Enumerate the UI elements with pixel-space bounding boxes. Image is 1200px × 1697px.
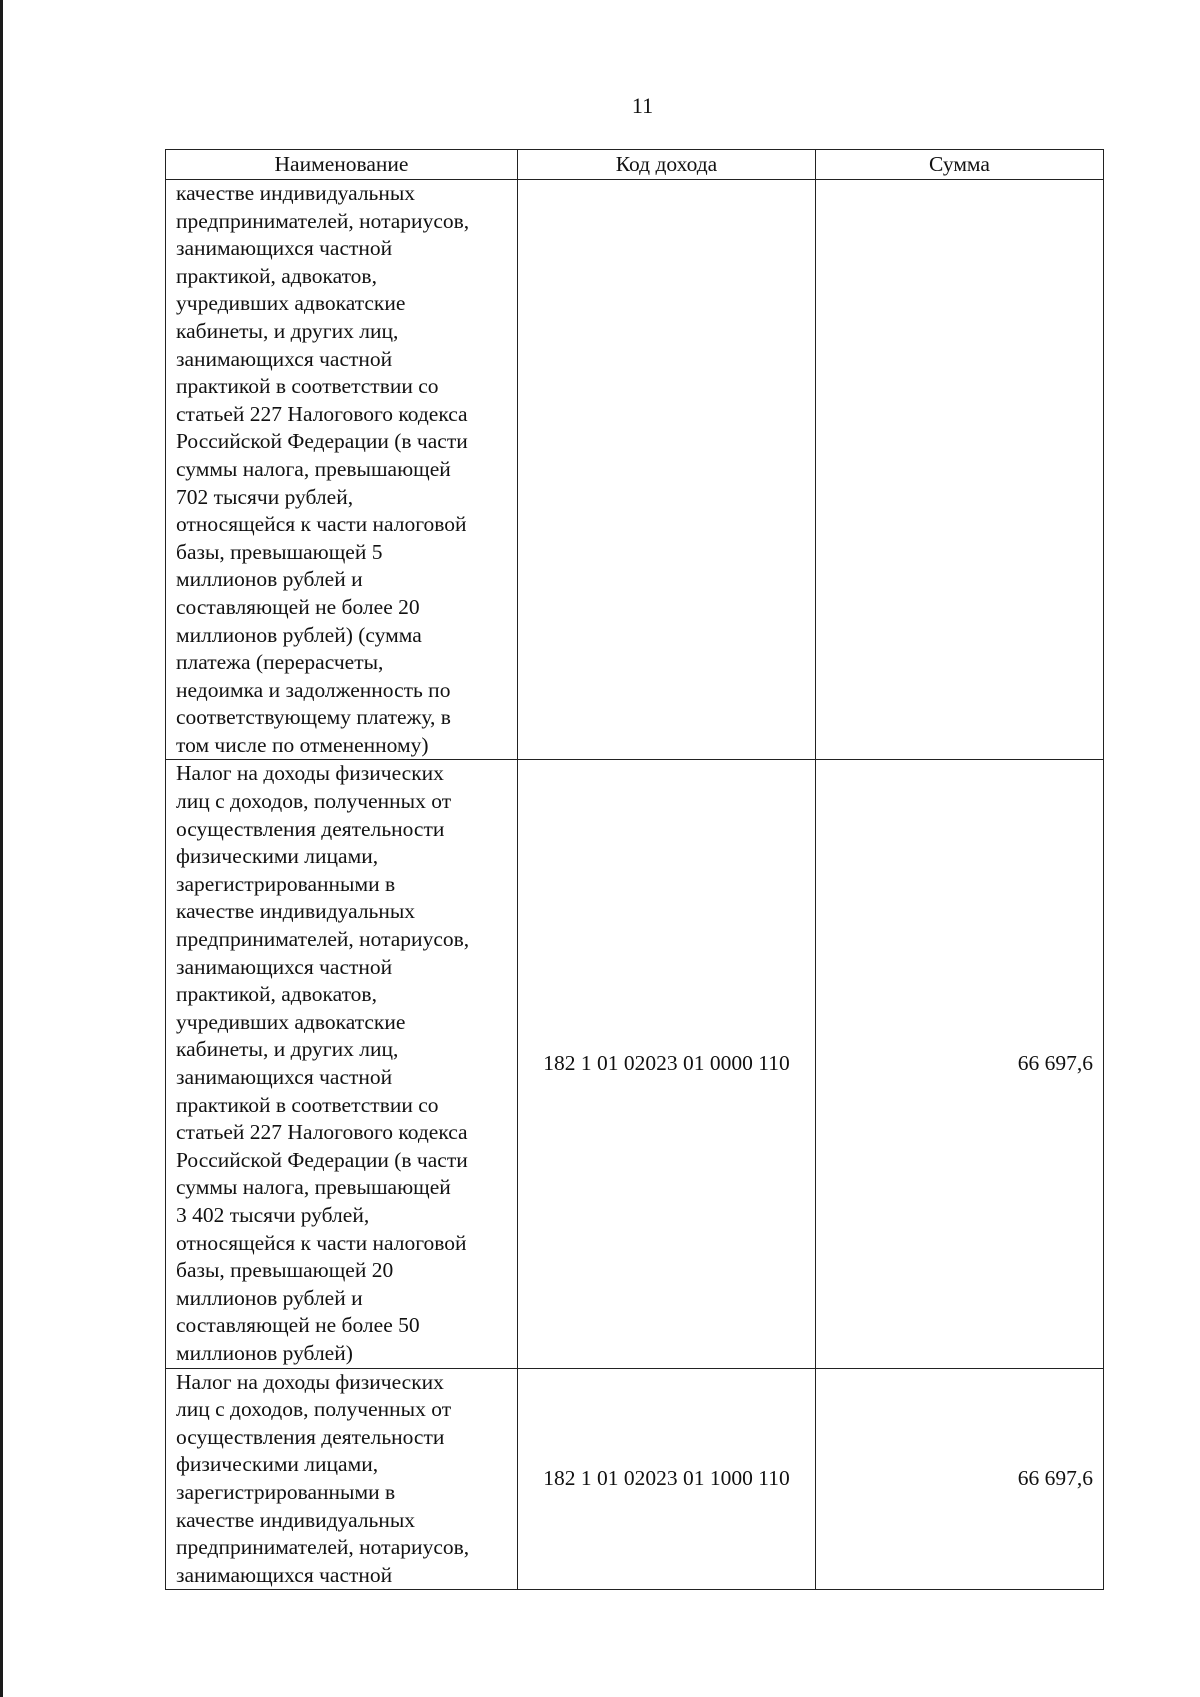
header-income-code: Код дохода <box>518 150 816 180</box>
table-row <box>166 180 1104 760</box>
row-income-code <box>518 180 816 760</box>
page-number: 11 <box>631 93 654 118</box>
row-name: качестве индивидуальных предпринимателей, нотариусов, занимающихся частной практикой, адвокатов, учредивших адвокатские кабинеты, и других лиц, занимающихся частной практикой в соответствии со статьей 227 Налогового кодекса Российской Федерации (в части суммы налога, превышающей 702 тысячи рублей, относящейся к части налоговой базы, превышающей 5 миллионов рублей и составляющей не более 20 миллионов рублей) (сумма платежа (перерасчеты, недоимка и задолженность по соответствующему платежу, в том числе по отмененному) <box>166 180 518 760</box>
row-sum: 66 697,6 <box>816 1368 1104 1590</box>
row-sum: 66 697,6 <box>816 760 1104 1368</box>
scan-edge-shadow <box>0 0 3 1697</box>
header-name: Наименование <box>166 150 518 180</box>
row-income-code: 182 1 01 02023 01 1000 110 <box>518 1368 816 1590</box>
table-row <box>166 760 1104 1368</box>
table-row <box>166 1368 1104 1590</box>
table-header-row <box>166 150 1104 180</box>
row-name: Налог на доходы физических лиц с доходов, полученных от осуществления деятельности физическими лицами, зарегистрированными в качестве индивидуальных предпринимателей, нотариусов, занимающихся частной <box>166 1368 518 1590</box>
revenue-table <box>165 149 1104 1590</box>
header-sum: Сумма <box>816 150 1104 180</box>
row-name: Налог на доходы физических лиц с доходов, полученных от осуществления деятельности физическими лицами, зарегистрированными в качестве индивидуальных предпринимателей, нотариусов, занимающихся частной практикой, адвокатов, учредивших адвокатские кабинеты, и других лиц, занимающихся частной практикой в соответствии со статьей 227 Налогового кодекса Российской Федерации (в части суммы налога, превышающей 3 402 тысячи рублей, относящейся к части налоговой базы, превышающей 20 миллионов рублей и составляющей не более 50 миллионов рублей) <box>166 760 518 1368</box>
row-sum <box>816 180 1104 760</box>
row-income-code: 182 1 01 02023 01 0000 110 <box>518 760 816 1368</box>
